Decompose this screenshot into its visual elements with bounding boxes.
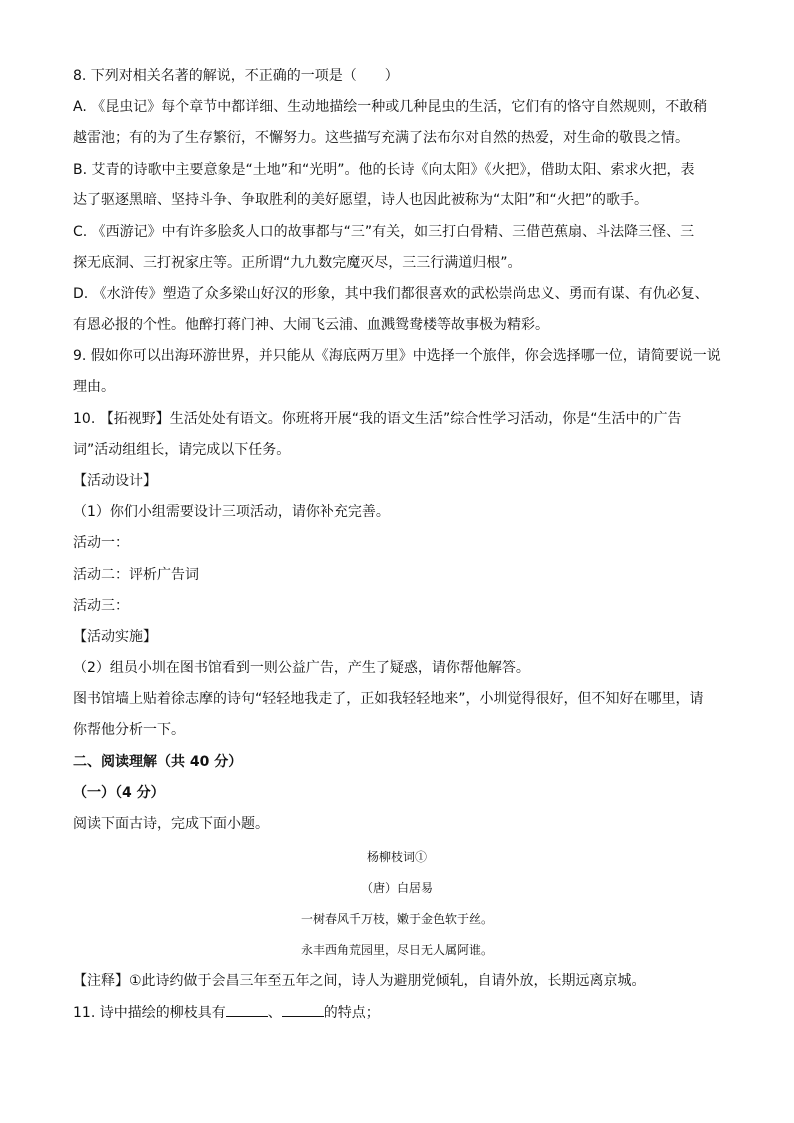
q8-option-b-line1: B. 艾青的诗歌中主要意象是“土地”和“光明”。他的长诗《向太阳》《火把》，借助太阳、索求火把，表 [73, 162, 695, 178]
poem-title: 杨柳枝词① [366, 850, 427, 864]
q10-line2: 词”活动组组长，请完成以下任务。 [73, 442, 291, 458]
activity-three: 活动三： [73, 598, 129, 614]
poem-author: （唐）白居易 [360, 881, 433, 895]
q11-blank-2[interactable] [282, 1002, 324, 1017]
q8-option-b-line2: 达了驱逐黑暗、坚持斗争、争取胜利的美好愿望，诗人也因此被称为“太阳”和“火把”的歌手。 [73, 192, 649, 208]
activity-one: 活动一： [73, 535, 129, 551]
poem-line-1: 一树春风千万枝，嫩于金色软于丝。 [300, 912, 493, 926]
q8-option-a-line2: 越雷池；有的为了生存繁衍，不懈努力。这些描写充满了法布尔对自然的热爱，对生命的敬畏之情。 [73, 130, 689, 146]
q8-option-c-line1: C. 《西游记》中有许多脍炙人口的故事都与“三”有关，如三打白骨精、三借芭蕉扇、斗法降三怪、三 [73, 224, 695, 240]
q8-option-a-line1: A. 《昆虫记》每个章节中都详细、生动地描绘一种或几种昆虫的生活，它们有的恪守自然规则，不敢稍 [73, 99, 708, 115]
q8-option-d-line2: 有恩必报的个性。他醉打蒋门神、大闹飞云浦、血溅鸳鸯楼等故事极为精彩。 [73, 317, 549, 333]
section2-title: 二、阅读理解（共 40 分） [73, 754, 243, 770]
q10-part1: （1）你们小组需要设计三项活动，请你补充完善。 [73, 504, 390, 520]
q11-line [73, 1002, 734, 1023]
poem-line-2: 永丰西角荒园里，尽日无人属阿谁。 [300, 943, 493, 957]
activity-implementation-heading: 【活动实施】 [73, 629, 157, 645]
q10-part2-text-line2: 你帮他分析一下。 [73, 722, 185, 738]
q10-part2: （2）组员小圳在图书馆看到一则公益广告，产生了疑惑，请你帮他解答。 [73, 660, 530, 676]
q10-number: 10. [73, 411, 100, 427]
q10-line1-text: 生活处处有语文。你班将开展“我的语文生活”综合性学习活动，你是“生活中的广告 [169, 411, 682, 427]
q9-line2: 理由。 [73, 379, 115, 395]
q11-separator: 、 [267, 1005, 282, 1021]
q10-part2-text-line1: 图书馆墙上贴着徐志摩的诗句“轻轻地我走了，正如我轻轻地来”，小圳觉得很好，但不知好在哪里，请 [73, 691, 704, 707]
q11-text-after: 的特点； [323, 1005, 380, 1021]
q10-line1 [73, 409, 734, 429]
q11-text-before: 11. 诗中描绘的柳枝具有 [73, 1005, 226, 1021]
q9-line1: 9. 假如你可以出海环游世界，并只能从《海底两万里》中选择一个旅伴，你会选择哪一位，请简要说一说 [73, 348, 721, 364]
q11-blank-1[interactable] [226, 1002, 268, 1017]
section2-intro: 阅读下面古诗，完成下面小题。 [73, 816, 269, 832]
activity-design-heading: 【活动设计】 [73, 473, 157, 489]
section2-subsection: （一）（4 分） [73, 785, 165, 801]
q8-stem: 8. 下列对相关名著的解说，不正确的一项是（ ） [73, 68, 399, 84]
q10-tag: 【拓视野】 [99, 411, 170, 427]
poem-note: 【注释】①此诗约做于会昌三年至五年之间，诗人为避朋党倾轧，自请外放，长期远离京城。 [73, 973, 646, 989]
activity-two: 活动二：评析广告词 [73, 567, 199, 583]
q8-option-c-line2: 探无底洞、三打祝家庄等。正所谓“九九数完魔灭尽，三三行满道归根”。 [73, 255, 522, 271]
q8-option-d-line1: D. 《水浒传》塑造了众多梁山好汉的形象，其中我们都很喜欢的武松崇尚忠义、勇而有谋、有仇必复、 [73, 286, 709, 302]
